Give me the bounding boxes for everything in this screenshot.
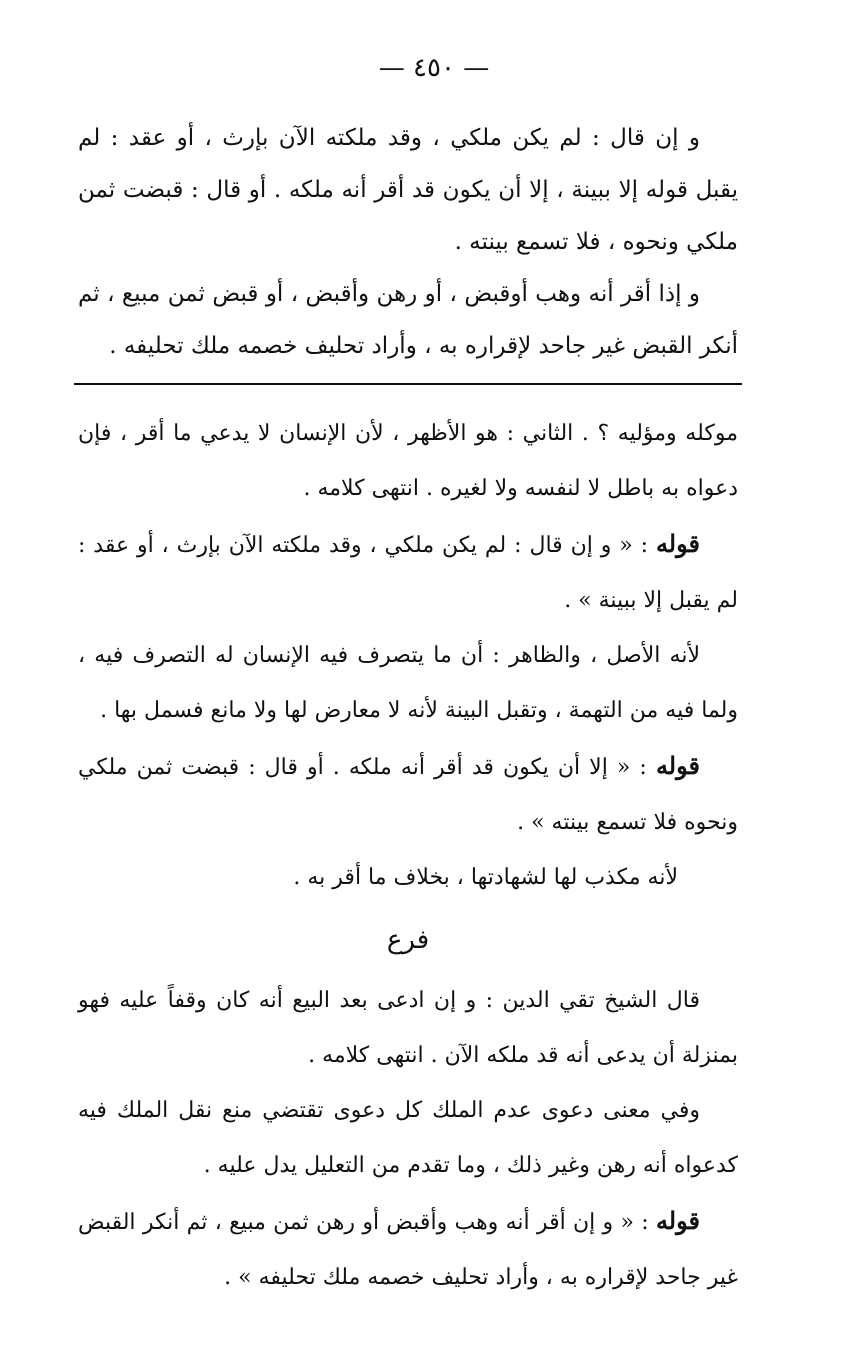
- section-heading: فرع: [386, 925, 430, 955]
- section-divider: [74, 383, 742, 385]
- sharh-paragraph-5: لأنه مكذب لها لشهادتها ، بخلاف ما أقر به .: [293, 865, 678, 890]
- qawluhu-label: قوله: [655, 751, 700, 780]
- qawluhu-label: قوله: [655, 529, 700, 558]
- sharh-paragraph-8-text: : « و إن أقر أنه وهب وأقبض أو رهن ثمن مبيع ، ثم أنكر القبض غير جاحد لإقراره به ، وأراد تحليف خصمه ملك تحليفه » .: [78, 1210, 738, 1290]
- sharh-paragraph-2: [78, 516, 738, 628]
- qawluhu-label: قوله: [655, 1206, 700, 1235]
- sharh-paragraph-1: موكله ومؤليه ؟ . الثاني : هو الأظهر ، لأن الإنسان لا يدعي ما أقر ، فإن دعواه به باطل لا لنفسه ولا لغيره . انتهى كلامه .: [78, 421, 738, 501]
- sharh-paragraph-8: [78, 1193, 738, 1305]
- sharh-paragraph-6: قال الشيخ تقي الدين : و إن ادعى بعد البيع أنه كان وقفاً عليه فهو بمنزلة أن يدعى أنه قد ملكه الآن . انتهى كلامه .: [78, 988, 738, 1068]
- matn-paragraph-1: و إن قال : لم يكن ملكي ، وقد ملكته الآن بإرث ، أو عقد : لم يقبل قوله إلا ببينة ، إلا أن يكون قد أقر أنه ملكه . أو قال : قبضت ثمن ملكي ونحوه ، فلا تسمع بينته .: [78, 125, 738, 255]
- sharh-paragraph-4: [78, 738, 738, 850]
- matn-section: [78, 112, 738, 372]
- sharh-paragraph-3: لأنه الأصل ، والظاهر : أن ما يتصرف فيه الإنسان له التصرف فيه ، ولما فيه من التهمة ، وتقبل البينة لأنه لا معارض لها ولا مانع فسمل بها .: [78, 643, 738, 723]
- sharh-paragraph-4-text: : « إلا أن يكون قد أقر أنه ملكه . أو قال : قبضت ثمن ملكي ونحوه فلا تسمع بينته » .: [78, 755, 738, 835]
- sharh-paragraph-7: وفي معنى دعوى عدم الملك كل دعوى تقتضي منع نقل الملك فيه كدعواه أنه رهن وغير ذلك ، وما تقدم من التعليل يدل عليه .: [78, 1098, 738, 1178]
- sharh-section: [78, 406, 738, 1305]
- matn-paragraph-2: و إذا أقر أنه وهب أوقبض ، أو رهن وأقبض ، أو قبض ثمن مبيع ، ثم أنكر القبض غير جاحد لإقراره به ، وأراد تحليف خصمه ملك تحليفه .: [78, 281, 738, 359]
- page-number: — ٤٥٠ —: [378, 53, 490, 83]
- sharh-paragraph-2-text: : « و إن قال : لم يكن ملكي ، وقد ملكته الآن بإرث ، أو عقد : لم يقبل إلا ببينة » .: [78, 533, 738, 613]
